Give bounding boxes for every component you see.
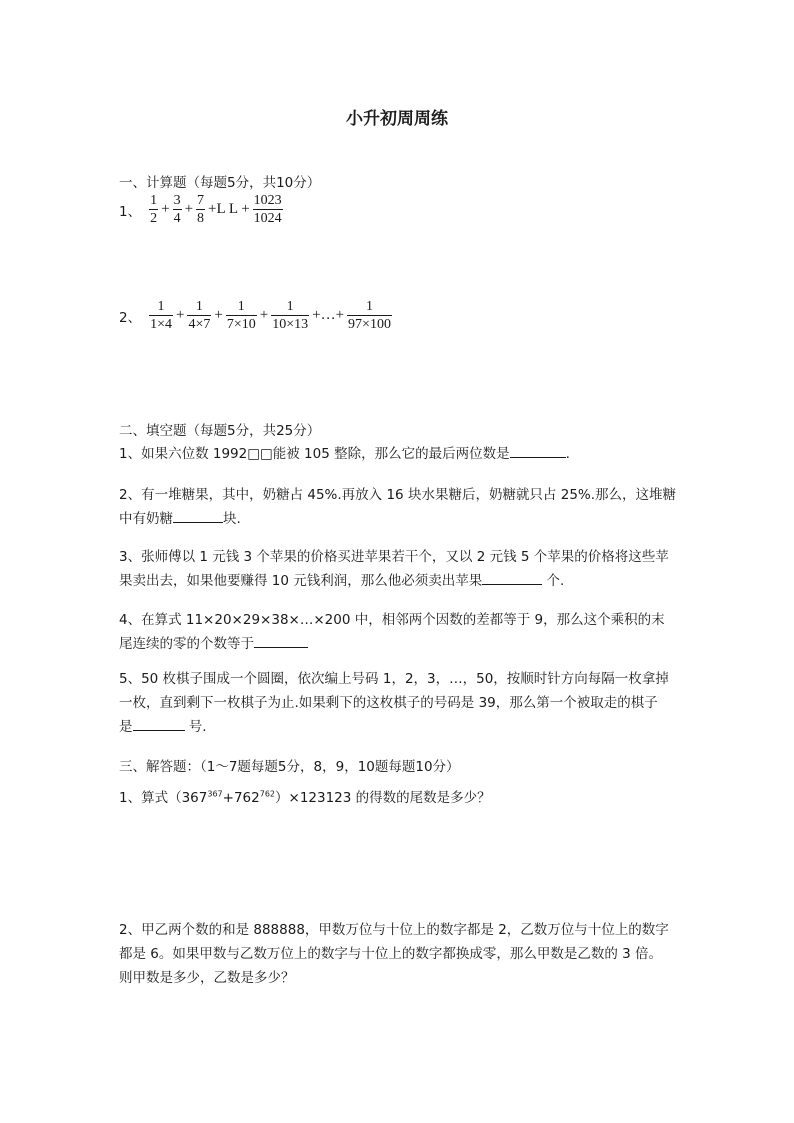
fill-question-4-line-2: 尾连续的零的个数等于 [119, 632, 308, 652]
ellipsis-terms: +L L + [208, 201, 250, 217]
answer-blank[interactable] [510, 456, 566, 458]
fraction: $\frac{1}{1\times 4}$ [150, 299, 172, 332]
fill-question-5-line-3: 是 号. [119, 719, 207, 735]
solve-question-2-line-2: 都是 6。如果甲数与乙数万位上的数字与十位上的数字都换成零，那么甲数是乙数的 3 倍。 [119, 946, 663, 962]
solve-question-1: 1、算式$(367^{367}+762^{762})\times 123123$ 的得数的尾数是多少？ [119, 789, 491, 806]
solve-question-2-line-1: 2、甲乙两个数的和是 888888，甲数万位与十位上的数字都是 2，乙数万位与十位上的数字 [119, 922, 669, 938]
problem-number: 2、 [119, 309, 142, 326]
plus-sign: + [259, 307, 269, 323]
fill-question-2-line-1: 2、有一堆糖果，其中，奶糖占 45%.再放入 16 块水果糖后，奶糖就只占 25%.那么，这堆糖 [119, 487, 677, 503]
answer-blank[interactable] [133, 729, 185, 731]
plus-sign: + [184, 201, 194, 217]
fraction: $\frac{1}{4\times 7}$ [188, 299, 211, 332]
fill-question-4-line-1: 4、在算式 11×20×29×38×…×200 中，相邻两个因数的差都等于 9，那么这个乘积的末 [119, 612, 665, 628]
fill-question-2-line-2: 中有奶糖 块. [119, 511, 241, 527]
fraction: $\frac{1}{97\times 100}$ [348, 299, 391, 332]
plus-sign: + [214, 307, 223, 323]
plus-sign: + [161, 201, 170, 217]
fraction: $\frac{1023}{1024}$ [253, 193, 282, 226]
section-heading-solve: 三、解答题：（1～7题每题5分，8，9，10题每题10分） [119, 759, 460, 775]
problem-number: 1、 [119, 203, 142, 220]
fill-question-1: 1、如果六位数 1992□□能被 105 整除，那么它的最后两位数是 . [119, 446, 570, 462]
section-heading-calculation: 一、计算题（每题5分，共10分） [119, 175, 321, 191]
page-title: 小升初周周练 [346, 109, 448, 129]
fraction: $\frac{7}{8}$ [197, 193, 205, 226]
ellipsis-terms: +…+ [312, 307, 345, 323]
fill-question-5-line-1: 5、50 枚棋子围成一个圆圈，依次编上号码 1，2，3，…，50，按顺时针方向每隔一枚拿掉 [119, 671, 669, 687]
fill-question-5-line-2: 一枚，直到剩下一枚棋子为止.如果剩下的这枚棋子的号码是 39，那么第一个被取走的棋子 [119, 695, 658, 711]
fraction: $\frac{3}{4}$ [173, 193, 181, 226]
fill-question-3-line-1: 3、张师傅以 1 元钱 3 个苹果的价格买进苹果若干个，又以 2 元钱 5 个苹果的价格将这些苹 [119, 549, 669, 565]
answer-blank[interactable] [482, 583, 542, 585]
answer-blank[interactable] [173, 521, 223, 523]
fraction: $\frac{1}{7\times 10}$ [226, 299, 256, 332]
section-heading-fill-in: 二、填空题（每题5分，共25分） [119, 423, 321, 439]
calc-problem-1 [119, 192, 283, 227]
fraction: $\frac{1}{10\times 13}$ [272, 299, 309, 332]
answer-blank[interactable] [254, 646, 308, 648]
fill-question-3-line-2: 果卖出去，如果他要赚得 10 元钱利润，那么他必须卖出苹果 个. [119, 573, 565, 589]
fraction: $\frac{1}{2}$ [150, 193, 158, 226]
calc-problem-2 [119, 298, 392, 333]
solve-question-2-line-3: 则甲数是多少，乙数是多少？ [119, 970, 295, 986]
plus-sign: + [176, 307, 185, 323]
